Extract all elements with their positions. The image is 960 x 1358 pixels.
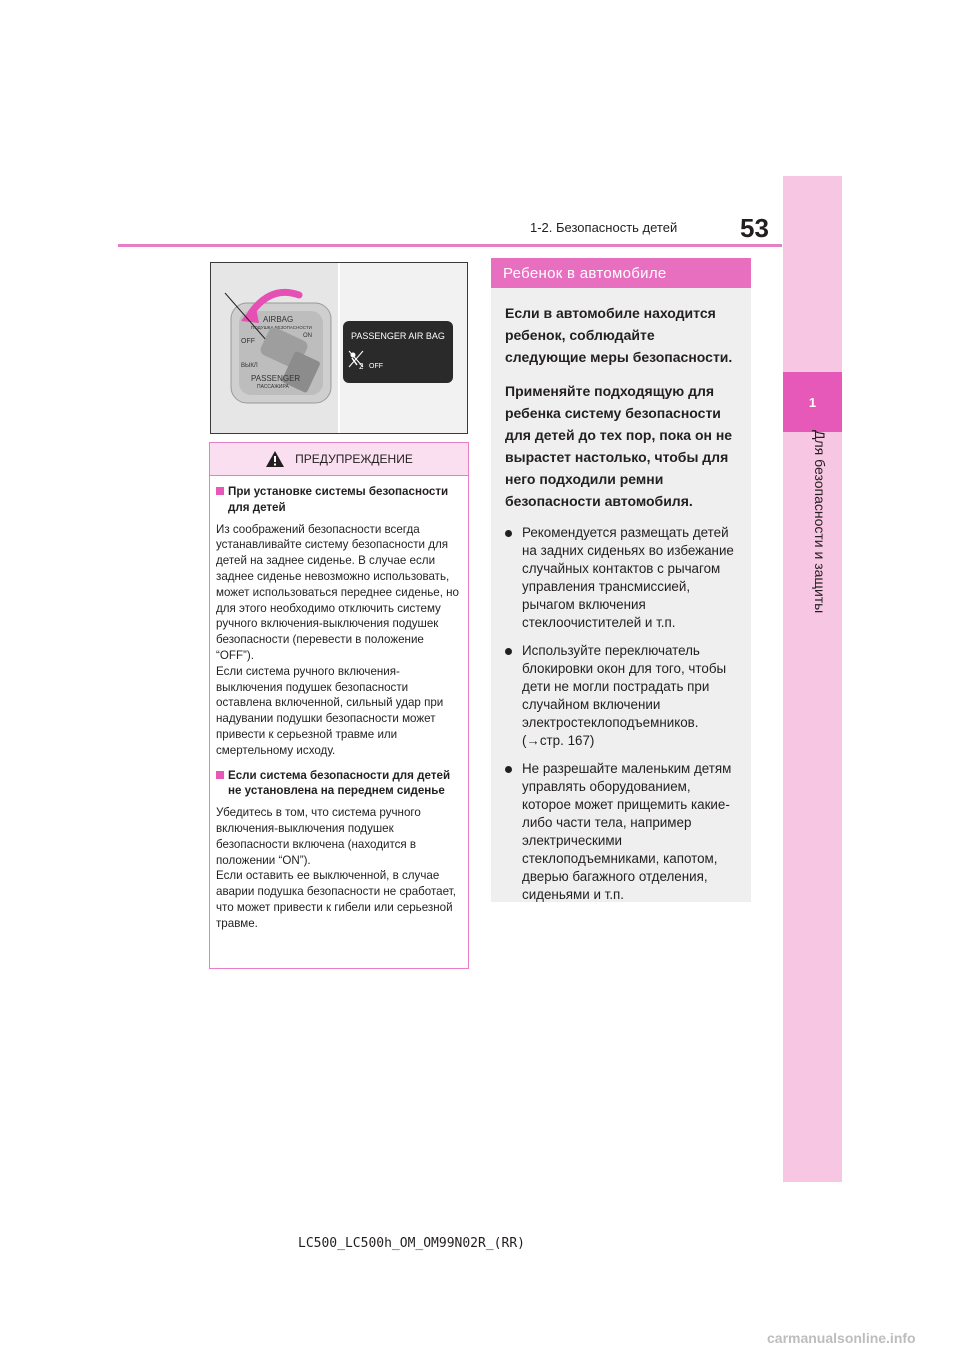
info-box [491, 258, 751, 902]
airbag-label-ru: ПОДУШКА БЕЗОПАСНОСТИ [251, 325, 312, 330]
watermark[interactable]: carmanualsonline.info [767, 1330, 916, 1346]
on-label: ON [303, 333, 312, 339]
header-rule [118, 244, 782, 247]
info-lead-2: Применяйте подходящую для ребенка систему безопасности для детей до тех пор, пока он не вырастет настолько, чтобы для него подходили ремни безопасности автомобиля. [505, 383, 733, 509]
section-header: 1-2. Безопасность детей [530, 220, 678, 235]
warning-header [210, 443, 468, 476]
off-label: OFF [241, 338, 255, 345]
airbag-label: AIRBAG [263, 315, 294, 324]
info-lead-1: Если в автомобиле находится ребенок, соблюдайте следующие меры безопасности. [505, 305, 733, 365]
indicator-title: PASSENGER AIR BAG [351, 331, 445, 341]
list-item: Рекомендуется размещать детей на задних сиденьях во избежание случайных контактов с рычагом управления трансмиссией, рычагом включения стеклоочистителей и т.п. [505, 524, 737, 632]
indicator-state: OFF [369, 363, 383, 370]
passenger-label-ru: ПАССАЖИРА [257, 384, 289, 390]
warning-text-2: Убедитесь в том, что система ручного включения-выключения подушек безопасности включена (находится в положении “ON”). Если оставить ее выключенной, в случае аварии подушка безопасности не сработает, что может привести к гибели или серьезной травме. [216, 806, 456, 930]
airbag-switch-figure [210, 262, 468, 434]
list-item: Используйте переключатель блокировки окон для того, чтобы дети не могли пострадать при случайном включении электростеклоподъемников. (→стр. 167) [505, 642, 737, 750]
bullet-dot-icon [505, 648, 512, 655]
page-number: 53 [740, 213, 769, 243]
footer-code: LC500_LC500h_OM_OM99N02R_(RR) [298, 1236, 525, 1251]
airbag-switch-illustration [211, 263, 467, 433]
side-tab-label: Для безопасности и защиты [812, 430, 828, 614]
svg-text:2: 2 [359, 362, 364, 371]
passenger-label: PASSENGER [251, 374, 301, 383]
side-tab-number: 1 [783, 372, 842, 432]
warning-subheading-2: Если система безопасности для детей не установлена на переднем сиденье [216, 768, 462, 800]
square-bullet-icon [216, 771, 224, 779]
bullet-dot-icon [505, 766, 512, 773]
warning-box [209, 442, 469, 969]
vykl-label: ВЫКЛ [241, 363, 258, 369]
warning-subheading-1: При установке системы безопасности для детей [216, 484, 462, 516]
warning-text-1: Из соображений безопасности всегда устанавливайте систему безопасности для детей на заднее сиденье. В случае если заднее сиденье невозможно использовать, может использоваться переднее сиденье, но для этого необходимо отключить систему ручного включения-выключения подушек безопасности (перевести в положение “OFF”). Если система ручного включения-выключения подушек безопасности оставлена включенной, сильный удар при надувании подушки безопасности может привести к серьезной травме или смертельному исходу. [216, 522, 460, 757]
warning-title: ПРЕДУПРЕЖДЕНИЕ [295, 452, 413, 466]
warning-triangle-icon [265, 450, 285, 468]
info-title: Ребенок в автомобиле [491, 258, 751, 288]
list-item: Не разрешайте маленьким детям управлять оборудованием, которое может прищемить какие-либо части тела, например электрическими стеклоподъемниками, капотом, дверью багажного отделения, сиденьями и т.п. [505, 760, 737, 904]
square-bullet-icon [216, 487, 224, 495]
bullet-dot-icon [505, 530, 512, 537]
